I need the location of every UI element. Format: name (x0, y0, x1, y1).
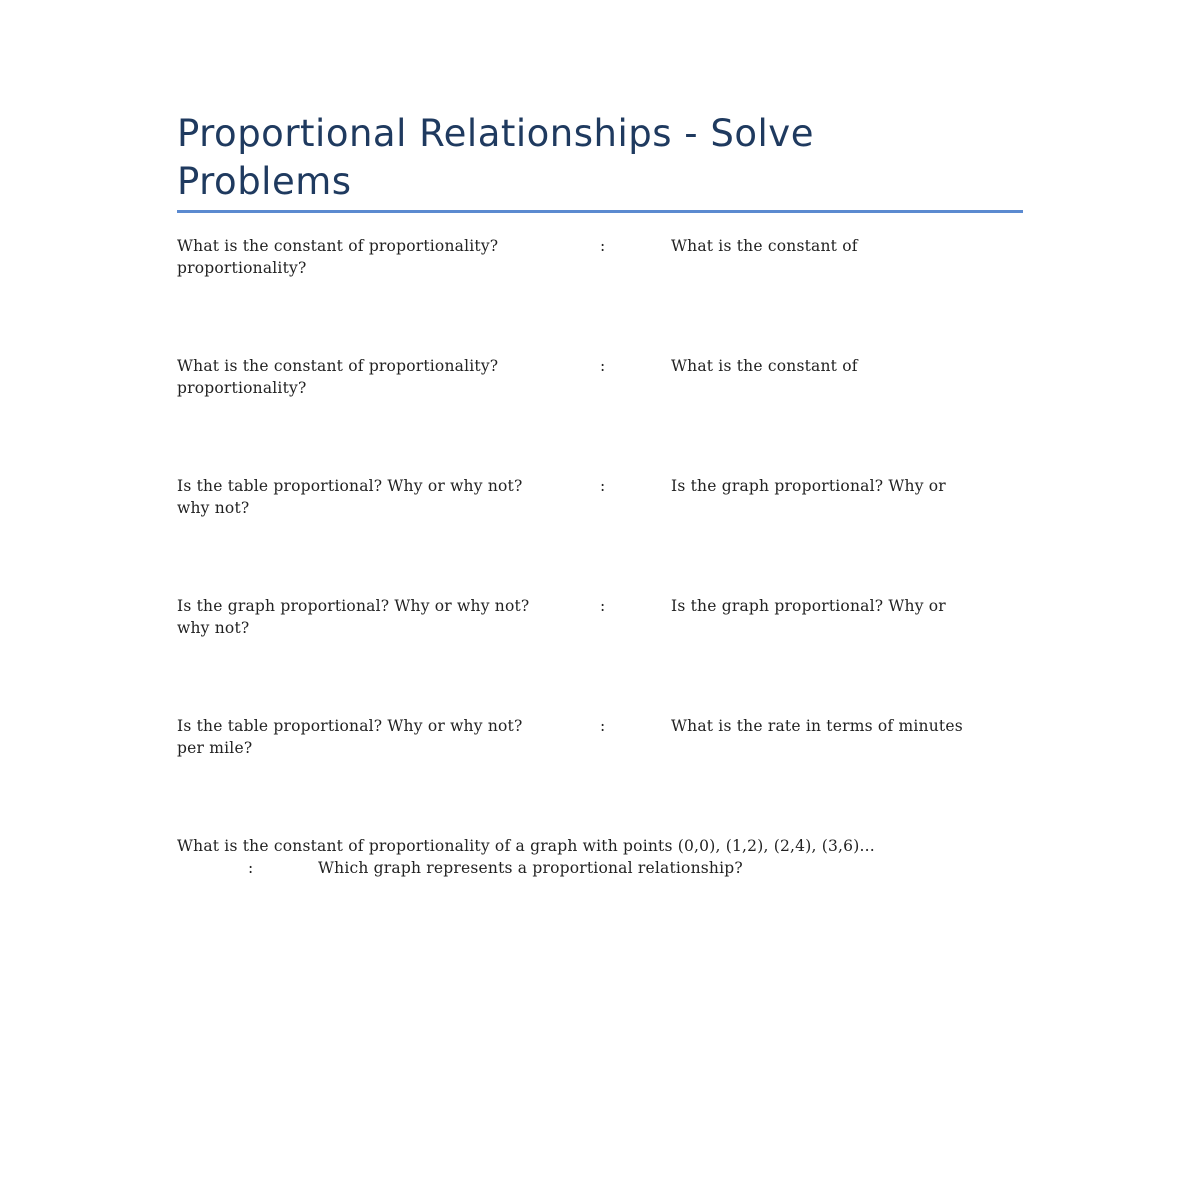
title-underline (177, 210, 1023, 213)
question-row-2 (177, 355, 1023, 399)
question-right: Which graph represents a proportional relationship? (318, 859, 743, 877)
question-left: What is the constant of proportionality? (177, 357, 499, 375)
question-continuation: proportionality? (177, 259, 307, 277)
separator: : (600, 237, 606, 255)
question-row-4 (177, 595, 1023, 639)
question-left: What is the constant of proportionality of a graph with points (0,0), (1,2), (2,4), (3,6)... (177, 837, 875, 855)
title-line-2: Problems (177, 160, 352, 203)
question-right: Is the graph proportional? Why or (671, 477, 946, 495)
question-left: Is the table proportional? Why or why not? (177, 477, 523, 495)
page-title (177, 110, 1023, 206)
separator: : (600, 357, 606, 375)
question-right: What is the constant of (671, 237, 858, 255)
question-left: Is the table proportional? Why or why not? (177, 717, 523, 735)
separator: : (600, 477, 606, 495)
separator: : (600, 717, 606, 735)
question-left: Is the graph proportional? Why or why not? (177, 597, 530, 615)
question-right: What is the constant of (671, 357, 858, 375)
question-continuation: why not? (177, 619, 250, 637)
question-continuation: proportionality? (177, 379, 307, 397)
question-continuation: why not? (177, 499, 250, 517)
question-left: What is the constant of proportionality? (177, 237, 499, 255)
question-right: What is the rate in terms of minutes (671, 717, 963, 735)
question-continuation: per mile? (177, 739, 253, 757)
question-row-1 (177, 235, 1023, 279)
title-line-1: Proportional Relationships - Solve (177, 112, 814, 155)
question-row-6 (177, 835, 1023, 879)
question-right: Is the graph proportional? Why or (671, 597, 946, 615)
question-row-3 (177, 475, 1023, 519)
question-row-5 (177, 715, 1023, 759)
separator: : (600, 597, 606, 615)
separator: : (248, 859, 254, 877)
